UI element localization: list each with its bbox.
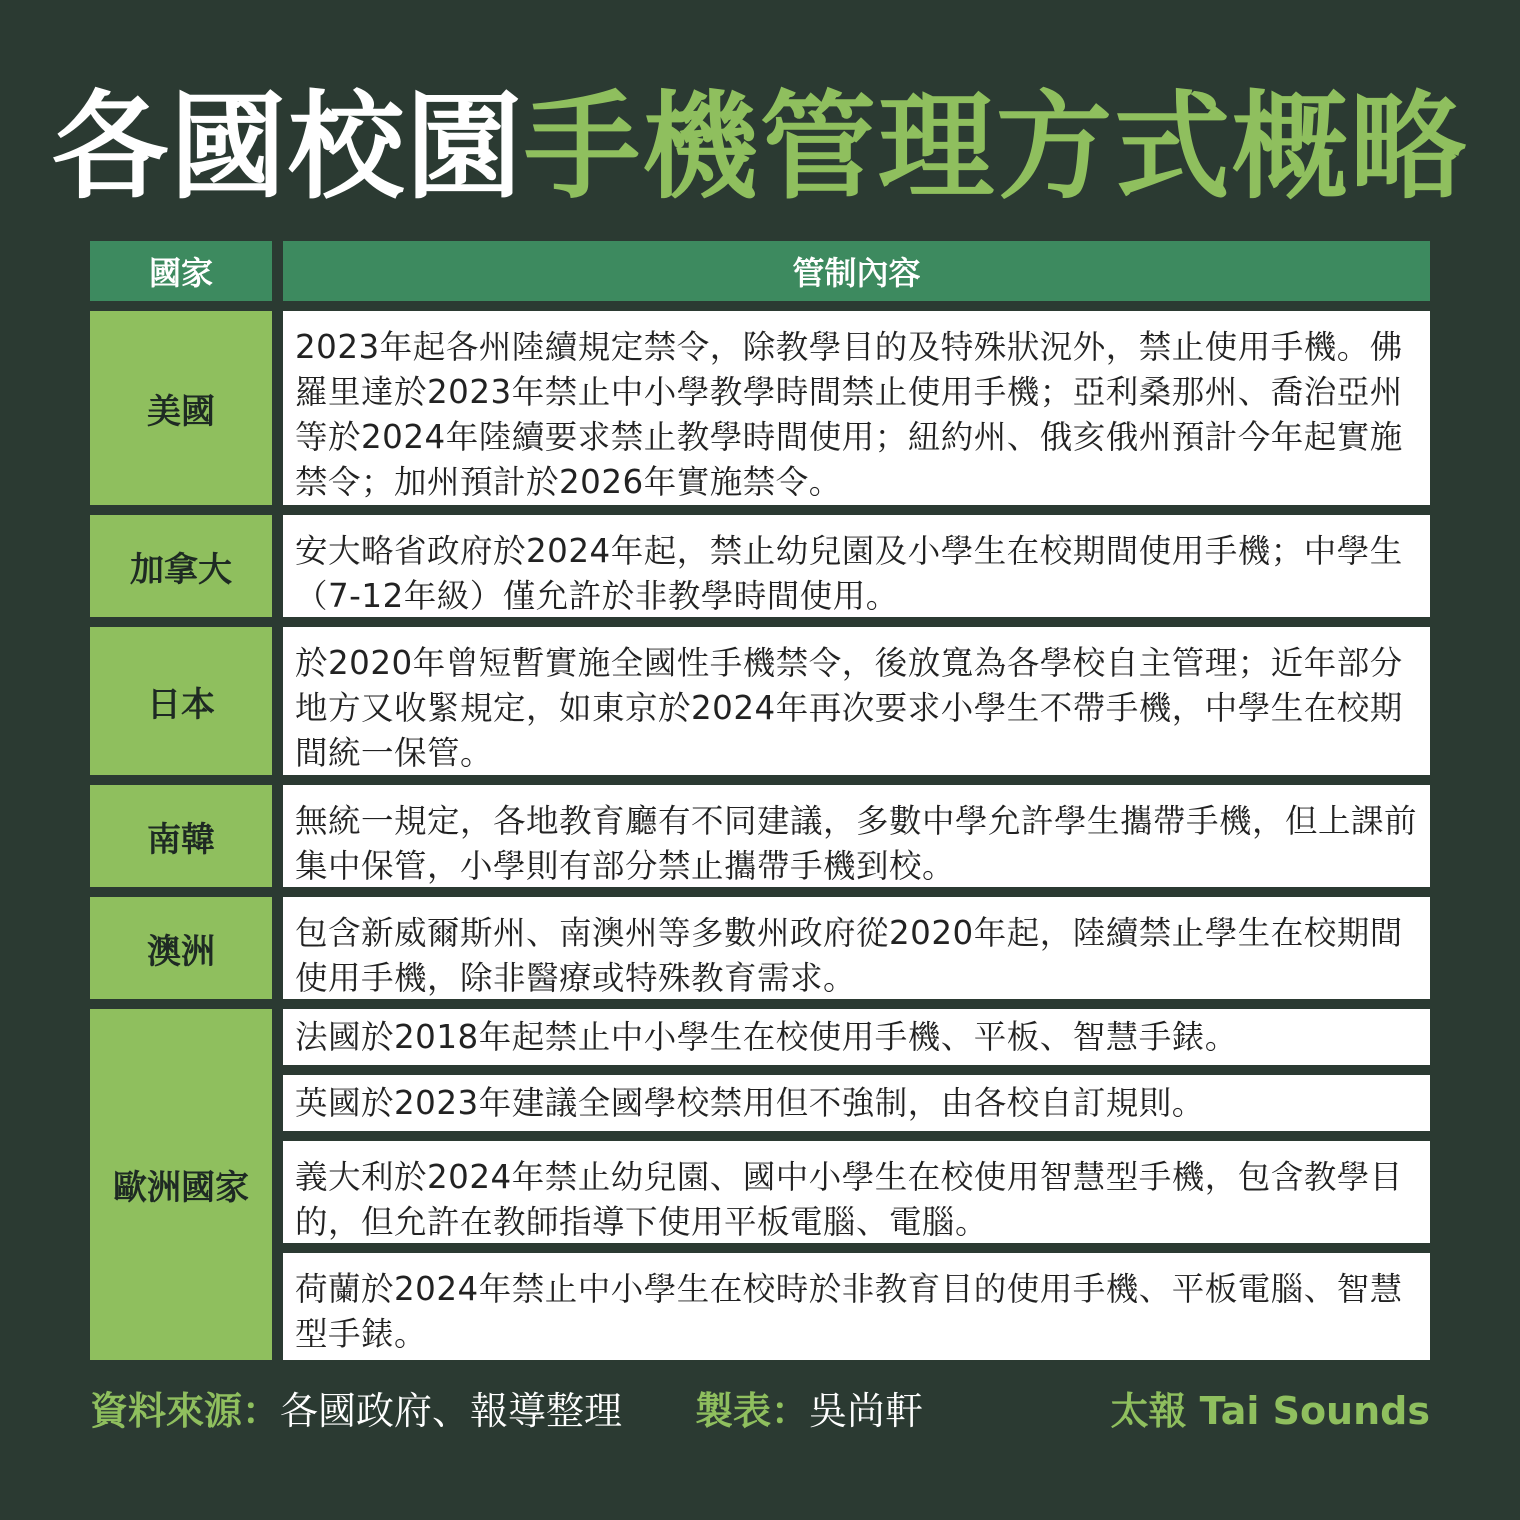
header-country: 國家 bbox=[90, 241, 272, 301]
country-australia: 澳洲 bbox=[90, 897, 272, 999]
country-south-korea: 南韓 bbox=[90, 785, 272, 887]
country-europe: 歐洲國家 bbox=[90, 1009, 272, 1360]
content-europe-france: 法國於2018年起禁止中小學生在校使用手機、平板、智慧手錶。 bbox=[283, 1009, 1430, 1065]
source-value: 各國政府、報導整理 bbox=[280, 1389, 623, 1433]
maker-value: 吳尚軒 bbox=[809, 1389, 924, 1433]
page-title bbox=[0, 78, 1520, 218]
header-content: 管制內容 bbox=[283, 241, 1430, 301]
title-white-part: 各國校園 bbox=[52, 80, 524, 215]
content-canada: 安大略省政府於2024年起，禁止幼兒園及小學生在校期間使用手機；中學生（7-12年級）僅允許於非教學時間使用。 bbox=[283, 515, 1430, 617]
content-europe-uk: 英國於2023年建議全國學校禁用但不強制，由各校自訂規則。 bbox=[283, 1075, 1430, 1131]
content-usa: 2023年起各州陸續規定禁令，除教學目的及特殊狀況外，禁止使用手機。佛羅里達於2023年禁止中小學教學時間禁止使用手機；亞利桑那州、喬治亞州等於2024年陸續要求禁止教學時間使用；紐約州、俄亥俄州預計今年起實施禁令；加州預計於2026年實施禁令。 bbox=[283, 311, 1430, 505]
content-europe-netherlands: 荷蘭於2024年禁止中小學生在校時於非教育目的使用手機、平板電腦、智慧型手錶。 bbox=[283, 1253, 1430, 1360]
content-south-korea: 無統一規定，各地教育廳有不同建議，多數中學允許學生攜帶手機，但上課前集中保管，小學則有部分禁止攜帶手機到校。 bbox=[283, 785, 1430, 887]
country-canada: 加拿大 bbox=[90, 515, 272, 617]
content-japan: 於2020年曾短暫實施全國性手機禁令，後放寬為各學校自主管理；近年部分地方又收緊規定，如東京於2024年再次要求小學生不帶手機，中學生在校期間統一保管。 bbox=[283, 627, 1430, 775]
brand-logo: 太報 Tai Sounds bbox=[1110, 1389, 1430, 1433]
content-australia: 包含新威爾斯州、南澳州等多數州政府從2020年起，陸續禁止學生在校期間使用手機，除非醫療或特殊教育需求。 bbox=[283, 897, 1430, 999]
maker-label: 製表： bbox=[695, 1389, 810, 1433]
footer-source bbox=[90, 1385, 622, 1437]
country-japan: 日本 bbox=[90, 627, 272, 775]
footer-maker bbox=[695, 1385, 923, 1437]
content-europe-italy: 義大利於2024年禁止幼兒園、國中小學生在校使用智慧型手機，包含教學目的，但允許在教師指導下使用平板電腦、電腦。 bbox=[283, 1141, 1430, 1243]
source-label: 資料來源： bbox=[90, 1389, 281, 1433]
title-green-part: 手機管理方式概略 bbox=[524, 80, 1468, 215]
country-usa: 美國 bbox=[90, 311, 272, 505]
